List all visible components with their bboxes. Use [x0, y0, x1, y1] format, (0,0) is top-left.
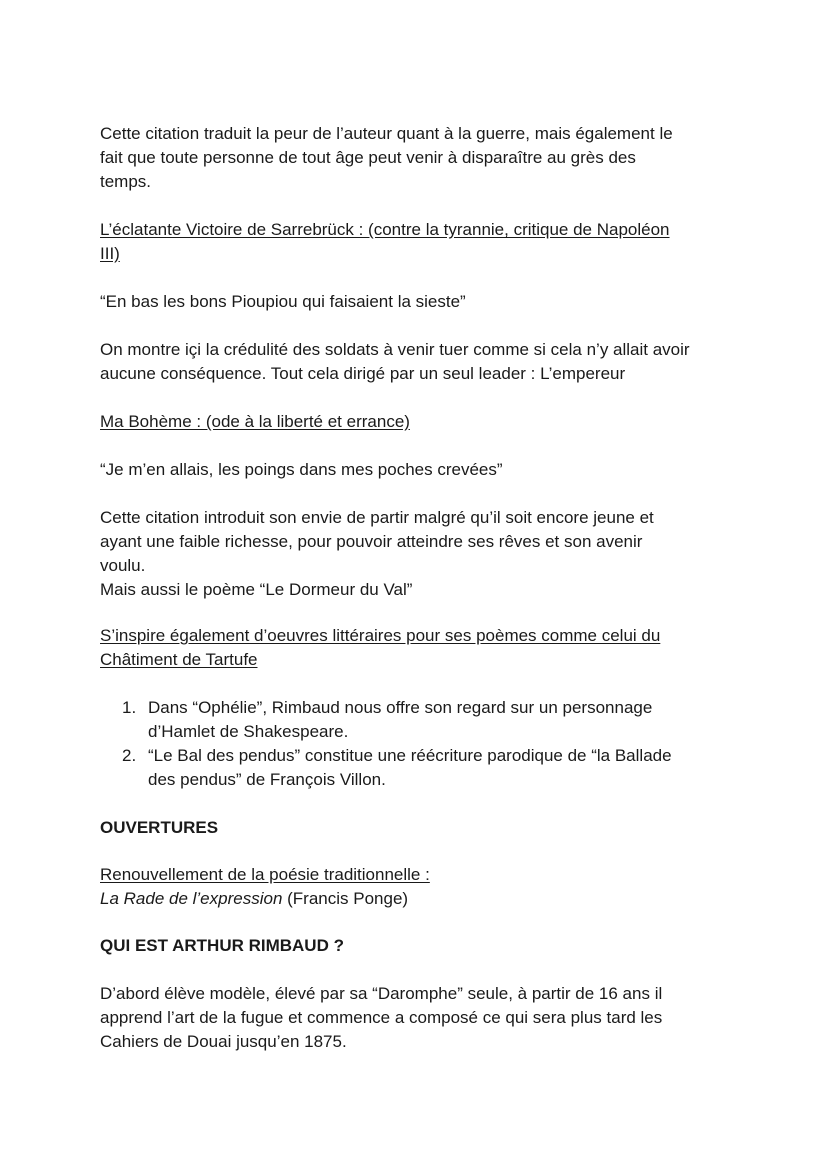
text-line: voulu.	[100, 556, 146, 575]
text-line: Cahiers de Douai jusqu’en 1875.	[100, 1032, 347, 1051]
text-line: Cette citation traduit la peur de l’auteur quant à la guerre, mais également le	[100, 124, 673, 143]
heading-qui-est-rimbaud	[100, 934, 344, 958]
heading-sarrebruck	[100, 218, 670, 266]
paragraph-credulite	[100, 338, 690, 386]
text-line: d’Hamlet de Shakespeare.	[148, 722, 349, 741]
text-line: fait que toute personne de tout âge peut venir à disparaître au grès des	[100, 148, 636, 167]
list-number: 1.	[122, 698, 137, 717]
text-line: ayant une faible richesse, pour pouvoir atteindre ses rêves et son avenir	[100, 532, 643, 551]
text-line: L’éclatante Victoire de Sarrebrück : (contre la tyrannie, critique de Napoléon	[100, 220, 670, 239]
text-line: apprend l’art de la fugue et commence a composé ce qui sera plus tard les	[100, 1008, 663, 1027]
text-line: Mais aussi le poème “Le Dormeur du Val”	[100, 580, 413, 599]
text-line: QUI EST ARTHUR RIMBAUD ?	[100, 936, 344, 955]
heading-ma-boheme	[100, 410, 410, 434]
text-line	[100, 887, 430, 911]
text-line: III)	[100, 244, 120, 263]
paragraph-citation-guerre	[100, 122, 673, 194]
quote-poches	[100, 458, 503, 482]
text-line: Dans “Ophélie”, Rimbaud nous offre son regard sur un personnage	[148, 698, 653, 717]
text-line: OUVERTURES	[100, 818, 219, 837]
text-line: aucune conséquence. Tout cela dirigé par un seul leader : L’empereur	[100, 364, 626, 383]
work-title: La Rade de l’expression	[100, 889, 283, 908]
paragraph-biographie	[100, 982, 662, 1054]
quote-pioupiou	[100, 290, 466, 314]
text-line: Châtiment de Tartufe	[100, 650, 258, 669]
text-line: “Je m’en allais, les poings dans mes poches crevées”	[100, 460, 503, 479]
text-line: S’inspire également d’oeuvres littéraires pour ses poèmes comme celui du	[100, 626, 661, 645]
text-line: Cette citation introduit son envie de partir malgré qu’il soit encore jeune et	[100, 508, 654, 527]
section-renouvellement	[100, 863, 430, 911]
text-line: Ma Bohème : (ode à la liberté et errance)	[100, 412, 410, 431]
text-line: On montre içi la crédulité des soldats à venir tuer comme si cela n’y allait avoir	[100, 340, 690, 359]
list-number: 2.	[122, 746, 137, 765]
paragraph-envie-partir	[100, 506, 654, 602]
work-author: (Francis Ponge)	[282, 889, 409, 908]
text-line: D’abord élève modèle, élevé par sa “Daromphe” seule, à partir de 16 ans il	[100, 984, 663, 1003]
heading-ouvertures	[100, 816, 218, 840]
text-line: “Le Bal des pendus” constitue une réécriture parodique de “la Ballade	[148, 746, 672, 765]
heading-renouvellement: Renouvellement de la poésie traditionnelle :	[100, 865, 430, 884]
heading-inspire	[100, 624, 660, 672]
text-line: “En bas les bons Pioupiou qui faisaient la sieste”	[100, 292, 466, 311]
text-line: temps.	[100, 172, 152, 191]
text-line: des pendus” de François Villon.	[148, 770, 386, 789]
